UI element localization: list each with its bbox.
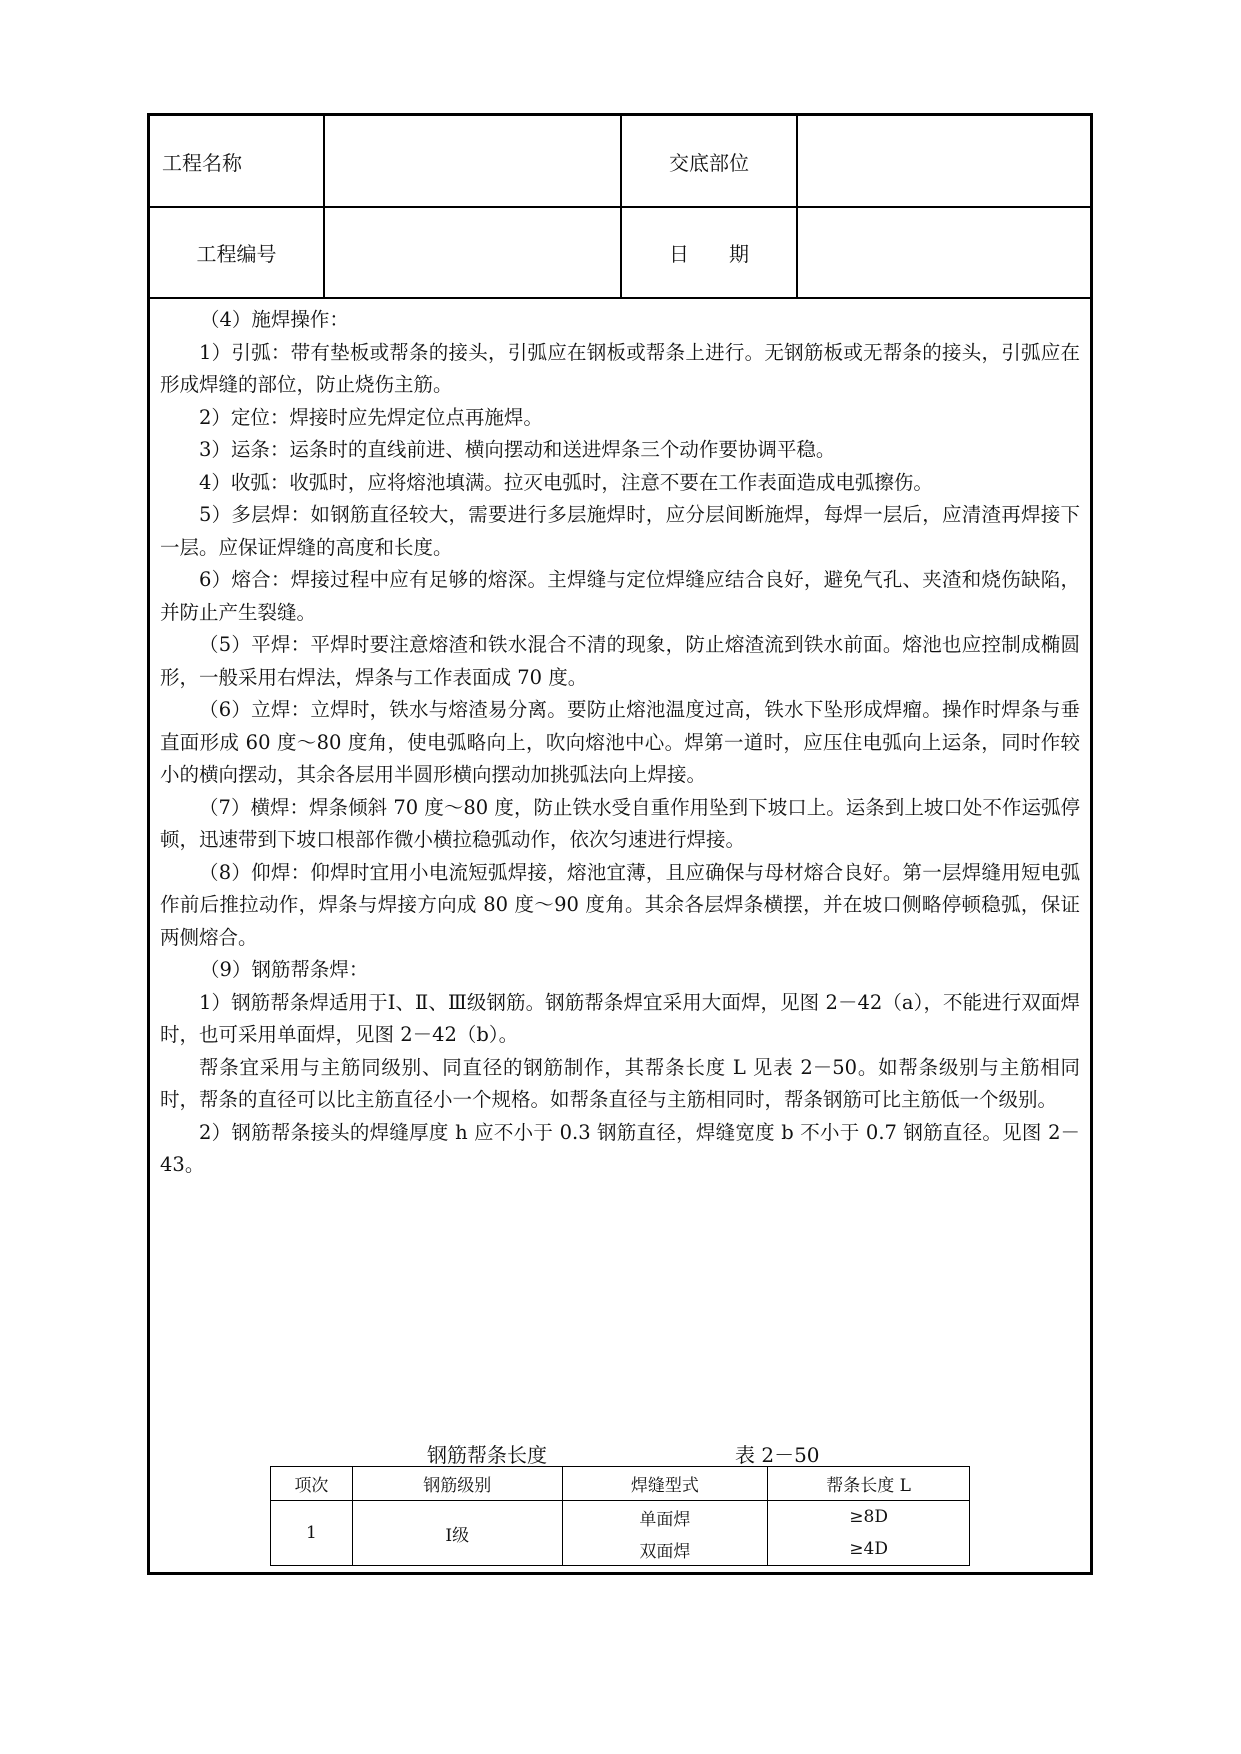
table-row: [271, 1501, 970, 1534]
table-cell-weld-type: 单面焊: [562, 1501, 768, 1534]
disclosure-content: [160, 304, 1080, 1182]
paragraph: （8）仰焊：仰焊时宜用小电流短弧焊接，熔池宜薄，且应确保与母材熔合良好。第一层焊缝用短电弧作前后推拉动作，焊条与焊接方向成 80 度～90 度角。其余各层焊条横摆，并在坡口侧略停顿稳弧，保证两侧熔合。: [160, 860, 1080, 949]
table-cell-length: ≥4D: [768, 1533, 970, 1566]
paragraph: 3）运条：运条时的直线前进、横向摆动和送进焊条三个动作要协调平稳。: [199, 438, 836, 461]
paragraph: 4）收弧：收弧时，应将熔池填满。拉灭电弧时，注意不要在工作表面造成电弧擦伤。: [199, 470, 933, 494]
table-header-cell: 帮条长度 L: [768, 1467, 970, 1501]
project-name-field[interactable]: [325, 116, 619, 206]
project-number-field[interactable]: [325, 208, 619, 297]
table-header-cell: 钢筋级别: [352, 1467, 562, 1501]
location-label: 交底部位: [669, 150, 749, 175]
project-number-label: 工程编号: [196, 242, 277, 266]
paragraph: 5）多层焊：如钢筋直径较大，需要进行多层施焊时，应分层间断施焊，每焊一层后，应清渣再焊接下一层。应保证焊缝的高度和长度。: [160, 503, 1080, 559]
paragraph: （6）立焊：立焊时，铁水与熔渣易分离。要防止熔池温度过高，铁水下坠形成焊瘤。操作时焊条与垂直面形成 60 度～80 度角，使电弧略向上，吹向熔池中心。焊第一道时，应压住电弧向上运条，同时作较小的横向摆动，其余各层用半圆形横向摆动加挑弧法向上焊接。: [160, 698, 1080, 786]
location-field[interactable]: [798, 116, 1088, 206]
table-header-cell: 焊缝型式: [562, 1467, 768, 1501]
table-caption-title: 钢筋帮条长度: [427, 1443, 547, 1467]
paragraph: 1）钢筋帮条焊适用于Ⅰ、Ⅱ、Ⅲ级钢筋。钢筋帮条焊宜采用大面焊，见图 2－42（a），不能进行双面焊时，也可采用单面焊，见图 2－42（b）。: [160, 990, 1080, 1046]
table-header-row: [271, 1467, 970, 1501]
section-heading: （9）钢筋帮条焊：: [200, 958, 369, 981]
paragraph: （7）横焊：焊条倾斜 70 度～80 度，防止铁水受自重作用坠到下坡口上。运条到上坡口处不作运弧停顿，迅速带到下坡口根部作微小横拉稳弧动作，依次匀速进行焊接。: [160, 795, 1080, 851]
section-heading: （4）施焊操作：: [200, 308, 349, 331]
paragraph: 6）熔合：焊接过程中应有足够的熔深。主焊缝与定位焊缝应结合良好，避免气孔、夹渣和烧伤缺陷，并防止产生裂缝。: [160, 568, 1080, 624]
paragraph: （5）平焊：平焊时要注意熔渣和铁水混合不清的现象，防止熔渣流到铁水前面。熔池也应控制成椭圆形，一般采用右焊法，焊条与工作表面成 70 度。: [160, 633, 1080, 689]
date-field[interactable]: [798, 208, 1088, 297]
table-header-cell: 项次: [271, 1467, 353, 1501]
table-cell-weld-type: 双面焊: [562, 1533, 768, 1566]
paragraph: 1）引弧：带有垫板或帮条的接头，引弧应在钢板或帮条上进行。无钢筋板或无帮条的接头，引弧应在形成焊缝的部位，防止烧伤主筋。: [160, 340, 1080, 396]
form-header: [150, 116, 1090, 300]
table-cell-index: 1: [271, 1501, 353, 1566]
paragraph: 帮条宜采用与主筋同级别、同直径的钢筋制作，其帮条长度 L 见表 2－50。如帮条级别与主筋相同时，帮条的直径可以比主筋直径小一个规格。如帮条直径与主筋相同时，帮条钢筋可比主筋低一个级别。: [160, 1055, 1080, 1111]
table-cell-length: ≥8D: [768, 1501, 970, 1534]
table-caption-number: 表 2－50: [735, 1443, 820, 1467]
paragraph: 2）钢筋帮条接头的焊缝厚度 h 应不小于 0.3 钢筋直径，焊缝宽度 b 不小于 0.7 钢筋直径。见图 2－43。: [160, 1120, 1080, 1176]
splice-length-table: [270, 1466, 970, 1566]
table-cell-grade: Ⅰ级: [352, 1501, 562, 1566]
paragraph: 2）定位：焊接时应先焊定位点再施焊。: [199, 405, 543, 429]
date-label: 日 期: [669, 242, 749, 266]
disclosure-form: [147, 113, 1093, 1575]
project-name-label: 工程名称: [162, 150, 242, 175]
